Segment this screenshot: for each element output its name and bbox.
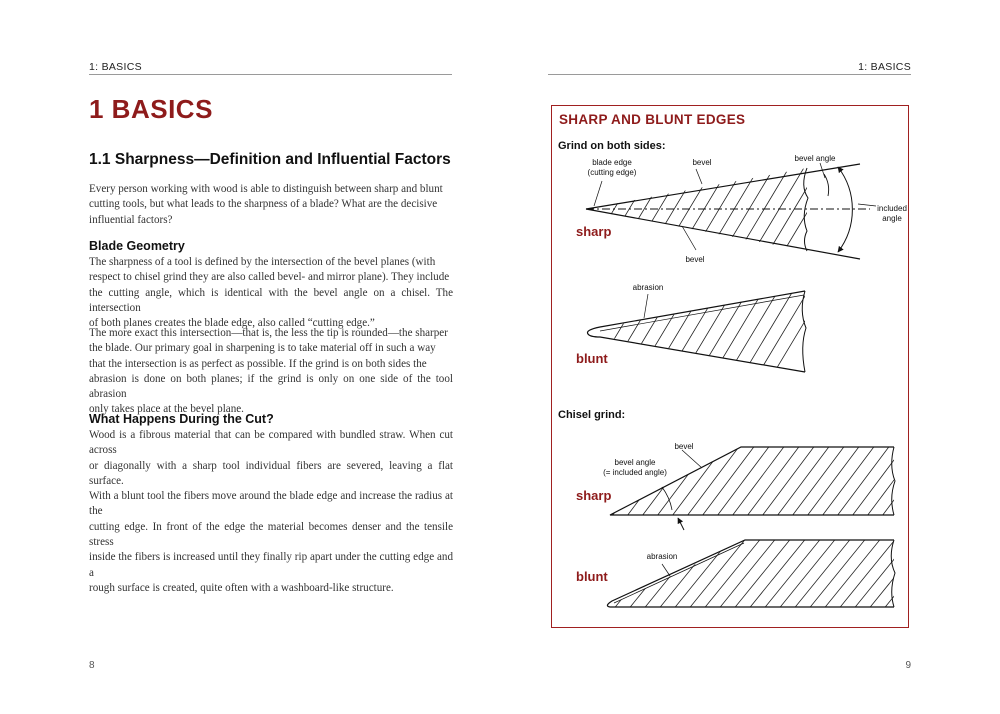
label-sharp-1: sharp bbox=[576, 224, 612, 239]
blade-geometry-paragraph-1 bbox=[89, 255, 453, 331]
header-rule-left bbox=[89, 74, 452, 75]
running-head-left: 1: BASICS bbox=[89, 61, 142, 73]
box-title: SHARP AND BLUNT EDGES bbox=[559, 112, 746, 127]
chapter-title: 1 BASICS bbox=[89, 94, 213, 124]
label-included: included bbox=[877, 204, 907, 213]
subsection-title-during-cut: What Happens During the Cut? bbox=[89, 412, 274, 426]
blunt-double-bevel-blade bbox=[588, 276, 833, 376]
text-line: Wood is a fibrous material that can be compared with bundled straw. When cut across bbox=[89, 429, 453, 457]
text-line: The more exact this intersection—that is, the less the tip is rounded—the sharper bbox=[89, 327, 448, 339]
label-blunt-2: blunt bbox=[576, 569, 608, 584]
blade-geometry-paragraph-2 bbox=[89, 326, 453, 418]
label-angle: angle bbox=[882, 214, 902, 223]
grind-both-sides-label: Grind on both sides: bbox=[558, 140, 666, 152]
text-line: cutting edge. In front of the edge the material becomes denser and the tensile stress bbox=[89, 520, 453, 549]
page-number-right: 9 bbox=[905, 660, 911, 671]
blunt-chisel-blade bbox=[607, 531, 908, 611]
text-line: of both planes creates the blade edge, also called “cutting edge.” bbox=[89, 317, 375, 330]
text-line: only takes place at the bevel plane. bbox=[89, 403, 244, 416]
page-number-left: 8 bbox=[89, 660, 95, 671]
label-chisel-bevel-angle: bevel angle bbox=[614, 458, 656, 467]
text-line: that the intersection is as perfect as possible. If the grind is on both sides the bbox=[89, 357, 427, 370]
label-bevel-angle: bevel angle bbox=[794, 154, 836, 163]
text-line: Every person working with wood is able to distinguish between sharp and blunt bbox=[89, 183, 443, 195]
during-cut-paragraph bbox=[89, 428, 453, 596]
text-line: The sharpness of a tool is defined by the intersection of the bevel planes (with bbox=[89, 256, 436, 268]
label-blunt-1: blunt bbox=[576, 351, 608, 366]
label-abrasion-1: abrasion bbox=[632, 283, 664, 292]
label-abrasion-2: abrasion bbox=[646, 552, 678, 561]
text-line: abrasion is done on both planes; if the grind is only on one side of the tool abrasion bbox=[89, 372, 453, 401]
text-line: With a blunt tool the fibers move around the blade edge and increase the radius at the bbox=[89, 490, 453, 518]
label-bevel-top: bevel bbox=[692, 158, 712, 167]
header-rule-right bbox=[548, 74, 911, 75]
text-line: cutting tools, but what leads to the sharpness of a blade? What are the decisive bbox=[89, 198, 438, 211]
text-line: the cutting angle, which is identical with the bevel angle on a chisel. The intersection bbox=[89, 286, 453, 314]
chisel-grind-label: Chisel grind: bbox=[558, 409, 626, 421]
text-line: or diagonally with a sharp tool individual fibers are severed, leaving a flat surface. bbox=[89, 459, 453, 487]
label-chisel-bevel: bevel bbox=[674, 442, 694, 451]
label-sharp-2: sharp bbox=[576, 488, 612, 503]
sharp-chisel-blade bbox=[610, 436, 908, 530]
text-line: rough surface is created, quite often with a washboard-like structure. bbox=[89, 581, 394, 594]
running-head-right: 1: BASICS bbox=[858, 61, 911, 73]
blade-diagrams bbox=[552, 106, 908, 627]
text-line: the blade. Our primary goal in sharpening is to take material off in such a way bbox=[89, 342, 436, 355]
label-bevel-bottom: bevel bbox=[685, 255, 705, 264]
label-cutting-edge: (cutting edge) bbox=[587, 168, 637, 177]
subsection-title-blade-geometry: Blade Geometry bbox=[89, 239, 185, 253]
sharp-blunt-figure-box bbox=[551, 105, 909, 628]
label-blade-edge: blade edge bbox=[592, 158, 632, 167]
section-title: 1.1 Sharpness—Definition and Influential Factors bbox=[89, 151, 451, 168]
text-line: respect to chisel grind they are also called bevel- and mirror plane). They include bbox=[89, 271, 450, 284]
intro-paragraph bbox=[89, 182, 453, 228]
label-chisel-included: (= included angle) bbox=[603, 468, 667, 477]
text-line: inside the fibers is increased until they finally rip apart under the cutting edge and a bbox=[89, 551, 453, 579]
text-line: influential factors? bbox=[89, 213, 173, 226]
